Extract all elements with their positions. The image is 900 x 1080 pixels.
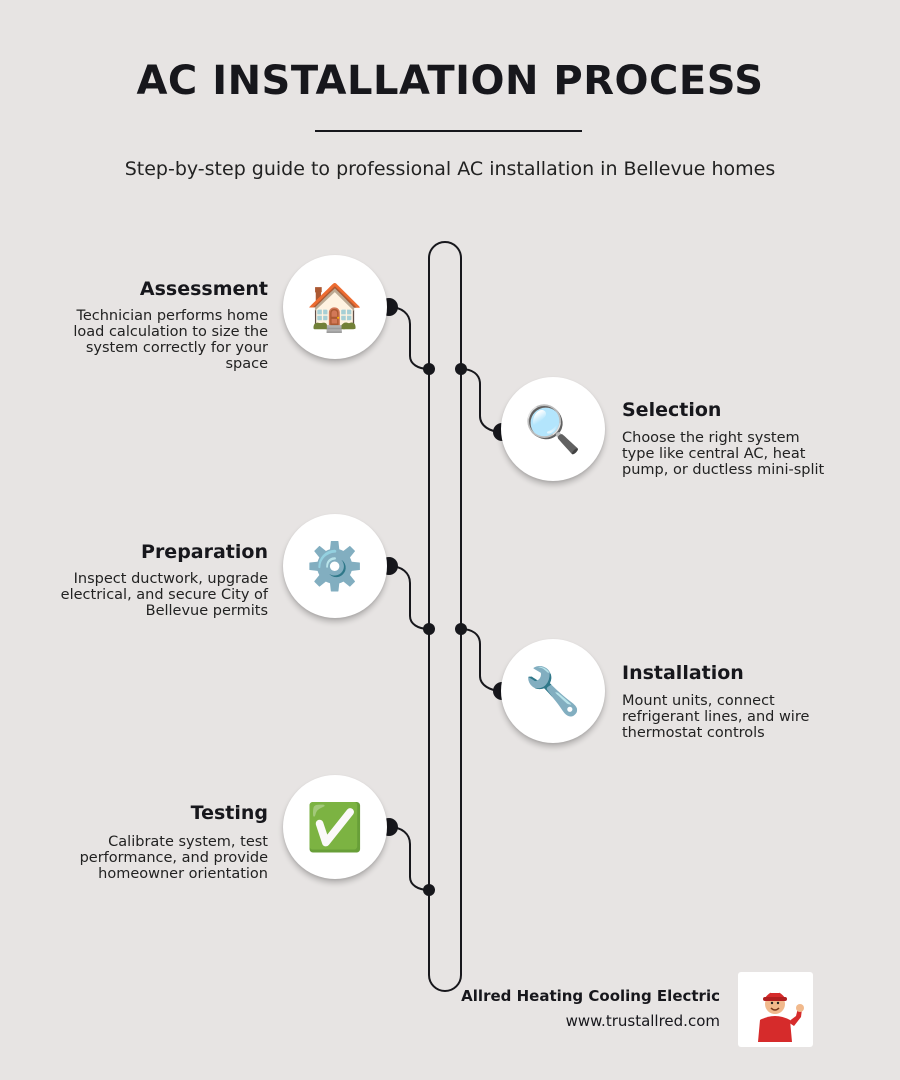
technician-mascot-icon: [738, 972, 813, 1047]
page-subtitle: Step-by-step guide to professional AC installation in Bellevue homes: [124, 158, 776, 180]
company-website[interactable]: www.trustallred.com: [565, 1012, 720, 1030]
connector-preparation: [389, 566, 429, 629]
step-description-preparation: Inspect ductwork, upgrade electrical, and secure City of Bellevue permits: [60, 571, 268, 619]
track-node-assessment: [423, 363, 435, 375]
track-node-testing: [423, 884, 435, 896]
track-node-selection: [455, 363, 467, 375]
gear-icon: ⚙️: [283, 514, 387, 618]
step-description-installation: Mount units, connect refrigerant lines, and wire thermostat controls: [622, 693, 810, 741]
timeline-track: [429, 242, 461, 991]
page-title: AC INSTALLATION PROCESS: [136, 58, 764, 104]
step-description-assessment: Technician performs home load calculation to size the system correctly for your space: [73, 308, 268, 372]
magnifier-icon: 🔍: [501, 377, 605, 481]
connector-selection: [461, 369, 502, 432]
step-title-installation: Installation: [622, 662, 744, 684]
connector-assessment: [389, 307, 429, 369]
track-node-installation: [455, 623, 467, 635]
company-name: Allred Heating Cooling Electric: [461, 987, 720, 1005]
step-title-preparation: Preparation: [141, 541, 268, 563]
connector-testing: [389, 827, 429, 890]
house-icon: 🏠: [283, 255, 387, 359]
connector-installation: [461, 629, 502, 691]
company-logo: [738, 972, 813, 1047]
step-title-assessment: Assessment: [139, 278, 268, 300]
check-mark-icon: ✅: [283, 775, 387, 879]
step-title-selection: Selection: [622, 399, 722, 421]
wrench-icon: 🔧: [501, 639, 605, 743]
step-title-testing: Testing: [190, 802, 268, 824]
track-node-preparation: [423, 623, 435, 635]
step-description-selection: Choose the right system type like central AC, heat pump, or ductless mini-split: [622, 430, 825, 478]
step-description-testing: Calibrate system, test performance, and provide homeowner orientation: [79, 834, 268, 882]
